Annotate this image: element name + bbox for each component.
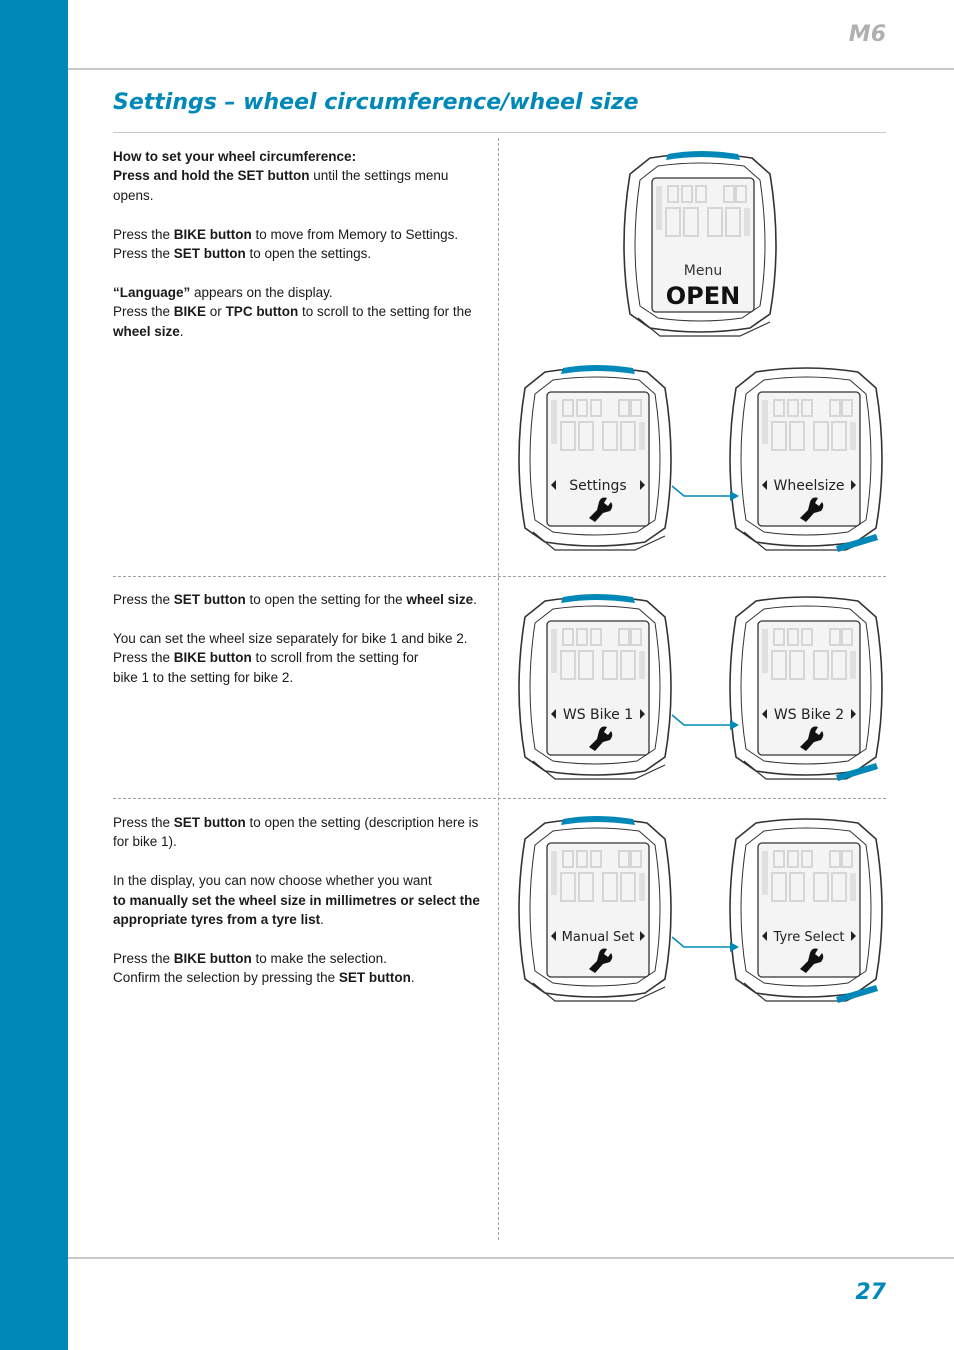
text-run: to scroll to the setting for the (298, 304, 472, 320)
footer-rule (68, 1257, 954, 1259)
text-run: or (206, 304, 226, 320)
section-divider (113, 576, 886, 577)
text-run: bike 1 to the setting for bike 2. (113, 669, 294, 685)
text-run: to open the setting for the (245, 592, 407, 607)
instructions-section-3 (113, 813, 488, 1007)
text-run: Press the (113, 304, 174, 320)
instruction-paragraph (113, 147, 488, 205)
section-divider (113, 798, 886, 799)
bold-text-run: SET button (173, 246, 246, 262)
display-settings-label: Settings (569, 478, 627, 494)
display-menu-line1: Menu (683, 263, 723, 279)
text-run: to make the selection. (251, 950, 387, 966)
display-tyre-select-label: Tyre Select (773, 930, 845, 945)
bold-text-run: wheel size (113, 323, 180, 339)
instruction-paragraph (113, 629, 488, 687)
display-ws-bike-1-label: WS Bike 1 (562, 707, 634, 723)
column-divider (498, 138, 499, 1240)
bold-text-run: BIKE button (173, 950, 252, 966)
text-run: Press the (113, 815, 174, 830)
bold-text-run: BIKE button (173, 650, 252, 666)
bold-text-run: How to set your wheel circumference: (113, 149, 357, 164)
bike-computer-display-settings (515, 360, 675, 556)
page-number: 27 (855, 1280, 886, 1305)
bold-text-run: Press and hold the SET button (113, 168, 310, 184)
display-manual-set-label: Manual Set (561, 930, 635, 945)
bold-text-run: BIKE button (173, 226, 252, 242)
instructions-section-2 (113, 590, 488, 706)
bold-text-run: “Language” (113, 284, 191, 300)
instruction-paragraph (113, 813, 488, 852)
instruction-paragraph (113, 225, 488, 264)
text-run: . (320, 912, 324, 928)
text-run: Confirm the selection by pressing the (113, 970, 339, 986)
text-run: Press the (113, 226, 174, 242)
text-run: . (410, 970, 415, 986)
instruction-paragraph (113, 949, 488, 988)
text-run: Press the (113, 650, 174, 666)
display-wheelsize-label: Wheelsize (773, 478, 845, 494)
bike-computer-display-ws-bike-2 (726, 589, 886, 785)
bold-text-run: SET button (173, 592, 246, 607)
text-run: Press the (113, 246, 174, 262)
arrow-right-icon (670, 713, 740, 733)
display-menu-line2: OPEN (665, 282, 741, 310)
text-run: appears on the display. (190, 284, 333, 300)
bold-text-run: BIKE (173, 304, 207, 320)
bike-computer-display-menu (620, 146, 780, 342)
text-run: to open the setting (description here is for bike 1). (113, 815, 479, 850)
text-run: to scroll from the setting for (251, 650, 419, 666)
text-run: to open the settings. (245, 246, 372, 262)
text-run: to move from Memory to Settings. (251, 226, 459, 242)
display-ws-bike-2-label: WS Bike 2 (773, 707, 845, 723)
bold-text-run: SET button (338, 970, 411, 986)
instruction-paragraph (113, 590, 488, 609)
text-run: until the settings menu opens. (113, 168, 449, 203)
bold-text-run: wheel size (406, 592, 474, 607)
arrow-right-icon (670, 935, 740, 955)
bold-text-run: SET button (173, 815, 246, 830)
bold-text-run: to manually set the wheel size in millimetres or select the appropriate tyres from a tyre list (113, 892, 480, 928)
bike-computer-display-wheelsize (726, 360, 886, 556)
side-color-bar (0, 0, 68, 1350)
page-title: Settings – wheel circumference/wheel size (113, 90, 639, 115)
text-run: In the display, you can now choose whether you want (113, 873, 432, 889)
instruction-paragraph (113, 871, 488, 929)
bike-computer-display-ws-bike-1 (515, 589, 675, 785)
bike-computer-display-tyre-select (726, 811, 886, 1007)
instruction-paragraph (113, 283, 488, 341)
text-run: . (179, 323, 184, 339)
instructions-section-1 (113, 147, 488, 360)
text-run: You can set the wheel size separately for bike 1 and bike 2. (113, 630, 468, 646)
header-rule (68, 68, 954, 70)
title-rule (113, 132, 886, 133)
bike-computer-display-manual-set (515, 811, 675, 1007)
text-run: . (473, 592, 477, 607)
text-run: Press the (113, 950, 174, 966)
bold-text-run: TPC button (225, 304, 299, 320)
arrow-right-icon (670, 484, 740, 504)
model-name: M6 (848, 22, 886, 47)
text-run: Press the (113, 592, 174, 607)
